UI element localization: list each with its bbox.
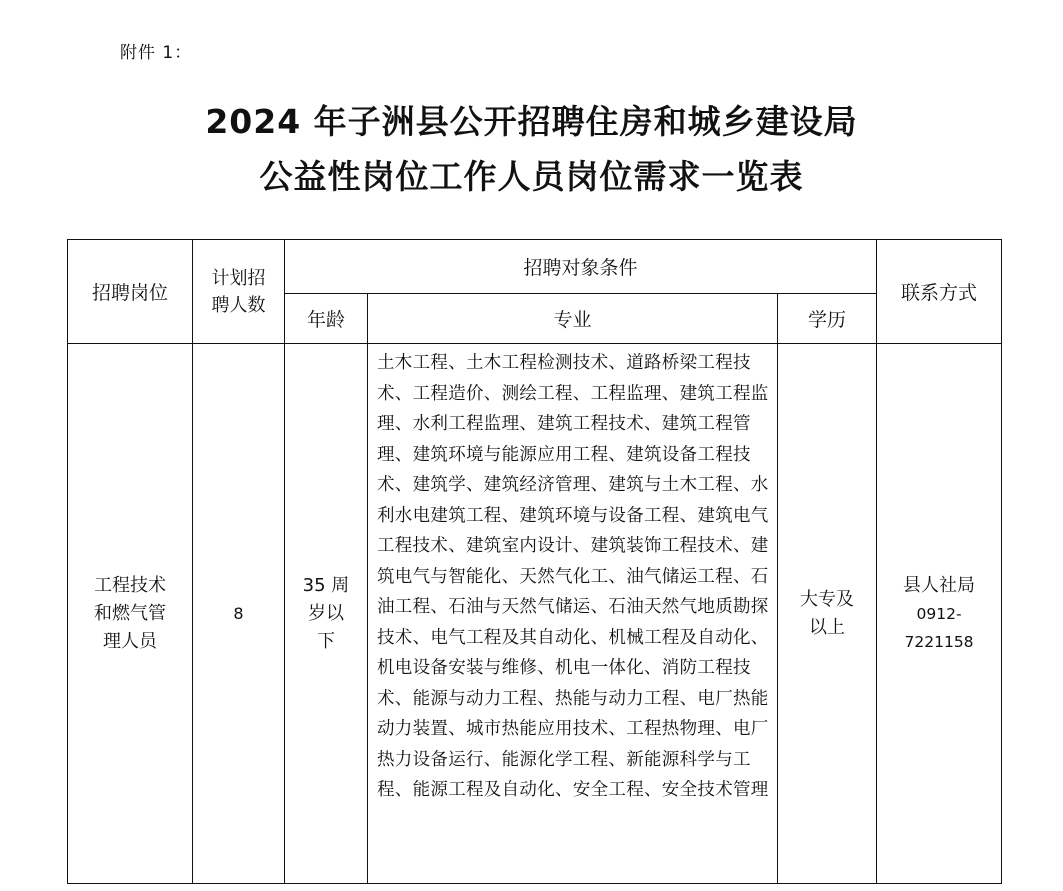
header-conditions-label: 招聘对象条件: [523, 257, 638, 279]
cell-major: [368, 344, 778, 884]
position-line-1: 工程技术: [94, 574, 166, 596]
header-position-label: 招聘岗位: [91, 282, 168, 304]
header-contact: [877, 240, 1002, 344]
header-planned-count: [193, 240, 285, 344]
header-position: [68, 240, 193, 344]
header-planned-count-line-1: 计划招: [211, 267, 266, 289]
cell-education: [778, 344, 877, 884]
recruitment-table: [67, 239, 1002, 884]
page-title-line-2: 公益性岗位工作人员岗位需求一览表: [259, 157, 804, 196]
contact-phone-line-2: 7221158: [904, 632, 974, 651]
header-major-label: 专业: [553, 309, 592, 331]
cell-position: [68, 344, 193, 884]
header-planned-count-line-2: 聘人数: [211, 294, 266, 316]
header-age-label: 年龄: [306, 309, 345, 331]
position-line-2: 和燃气管: [94, 602, 166, 624]
header-age: [285, 294, 368, 344]
header-contact-label: 联系方式: [901, 282, 978, 304]
cell-age: [285, 344, 368, 884]
contact-phone-line-1: 0912-: [916, 604, 962, 623]
count-value: 8: [233, 603, 244, 623]
contact-line-1: 县人社局: [903, 574, 976, 596]
age-line-3: 下: [317, 630, 335, 652]
cell-count: [193, 344, 285, 884]
header-education-label: 学历: [808, 309, 847, 331]
education-line-2: 以上: [809, 616, 846, 638]
major-text: 土木工程、土木工程检测技术、道路桥梁工程技术、工程造价、测绘工程、工程监理、建筑工程监理、水利工程监理、建筑工程技术、建筑工程管理、建筑环境与能源应用工程、建筑设备工程技术、建筑学、建筑经济管理、建筑与土木工程、水利水电建筑工程、建筑环境与设备工程、建筑电气工程技术、建筑室内设计、建筑装饰工程技术、建筑电气与智能化、天然气化工、油气储运工程、石油工程、石油与天然气储运、石油天然气地质勘探技术、电气工程及其自动化、机械工程及自动化、机电设备安装与维修、机电一体化、消防工程技术、能源与动力工程、热能与动力工程、电厂热能动力装置、城市热能应用技术、工程热物理、电厂热力设备运行、能源化学工程、新能源科学与工程、能源工程及自动化、安全工程、安全技术管理: [377, 353, 769, 800]
header-conditions: [285, 240, 877, 294]
cell-contact: [877, 344, 1002, 884]
page-title-line-1: 2024 年子洲县公开招聘住房和城乡建设局: [205, 102, 858, 141]
table-row: [68, 344, 1002, 884]
header-education: [778, 294, 877, 344]
attachment-label: 附件 1：: [120, 43, 193, 63]
header-major: [368, 294, 778, 344]
age-line-2: 岁以: [308, 602, 344, 624]
header-row-1: [68, 240, 1002, 294]
education-line-1: 大专及: [800, 588, 855, 610]
age-line-1: 35 周: [302, 574, 350, 596]
position-line-3: 理人员: [103, 630, 157, 652]
